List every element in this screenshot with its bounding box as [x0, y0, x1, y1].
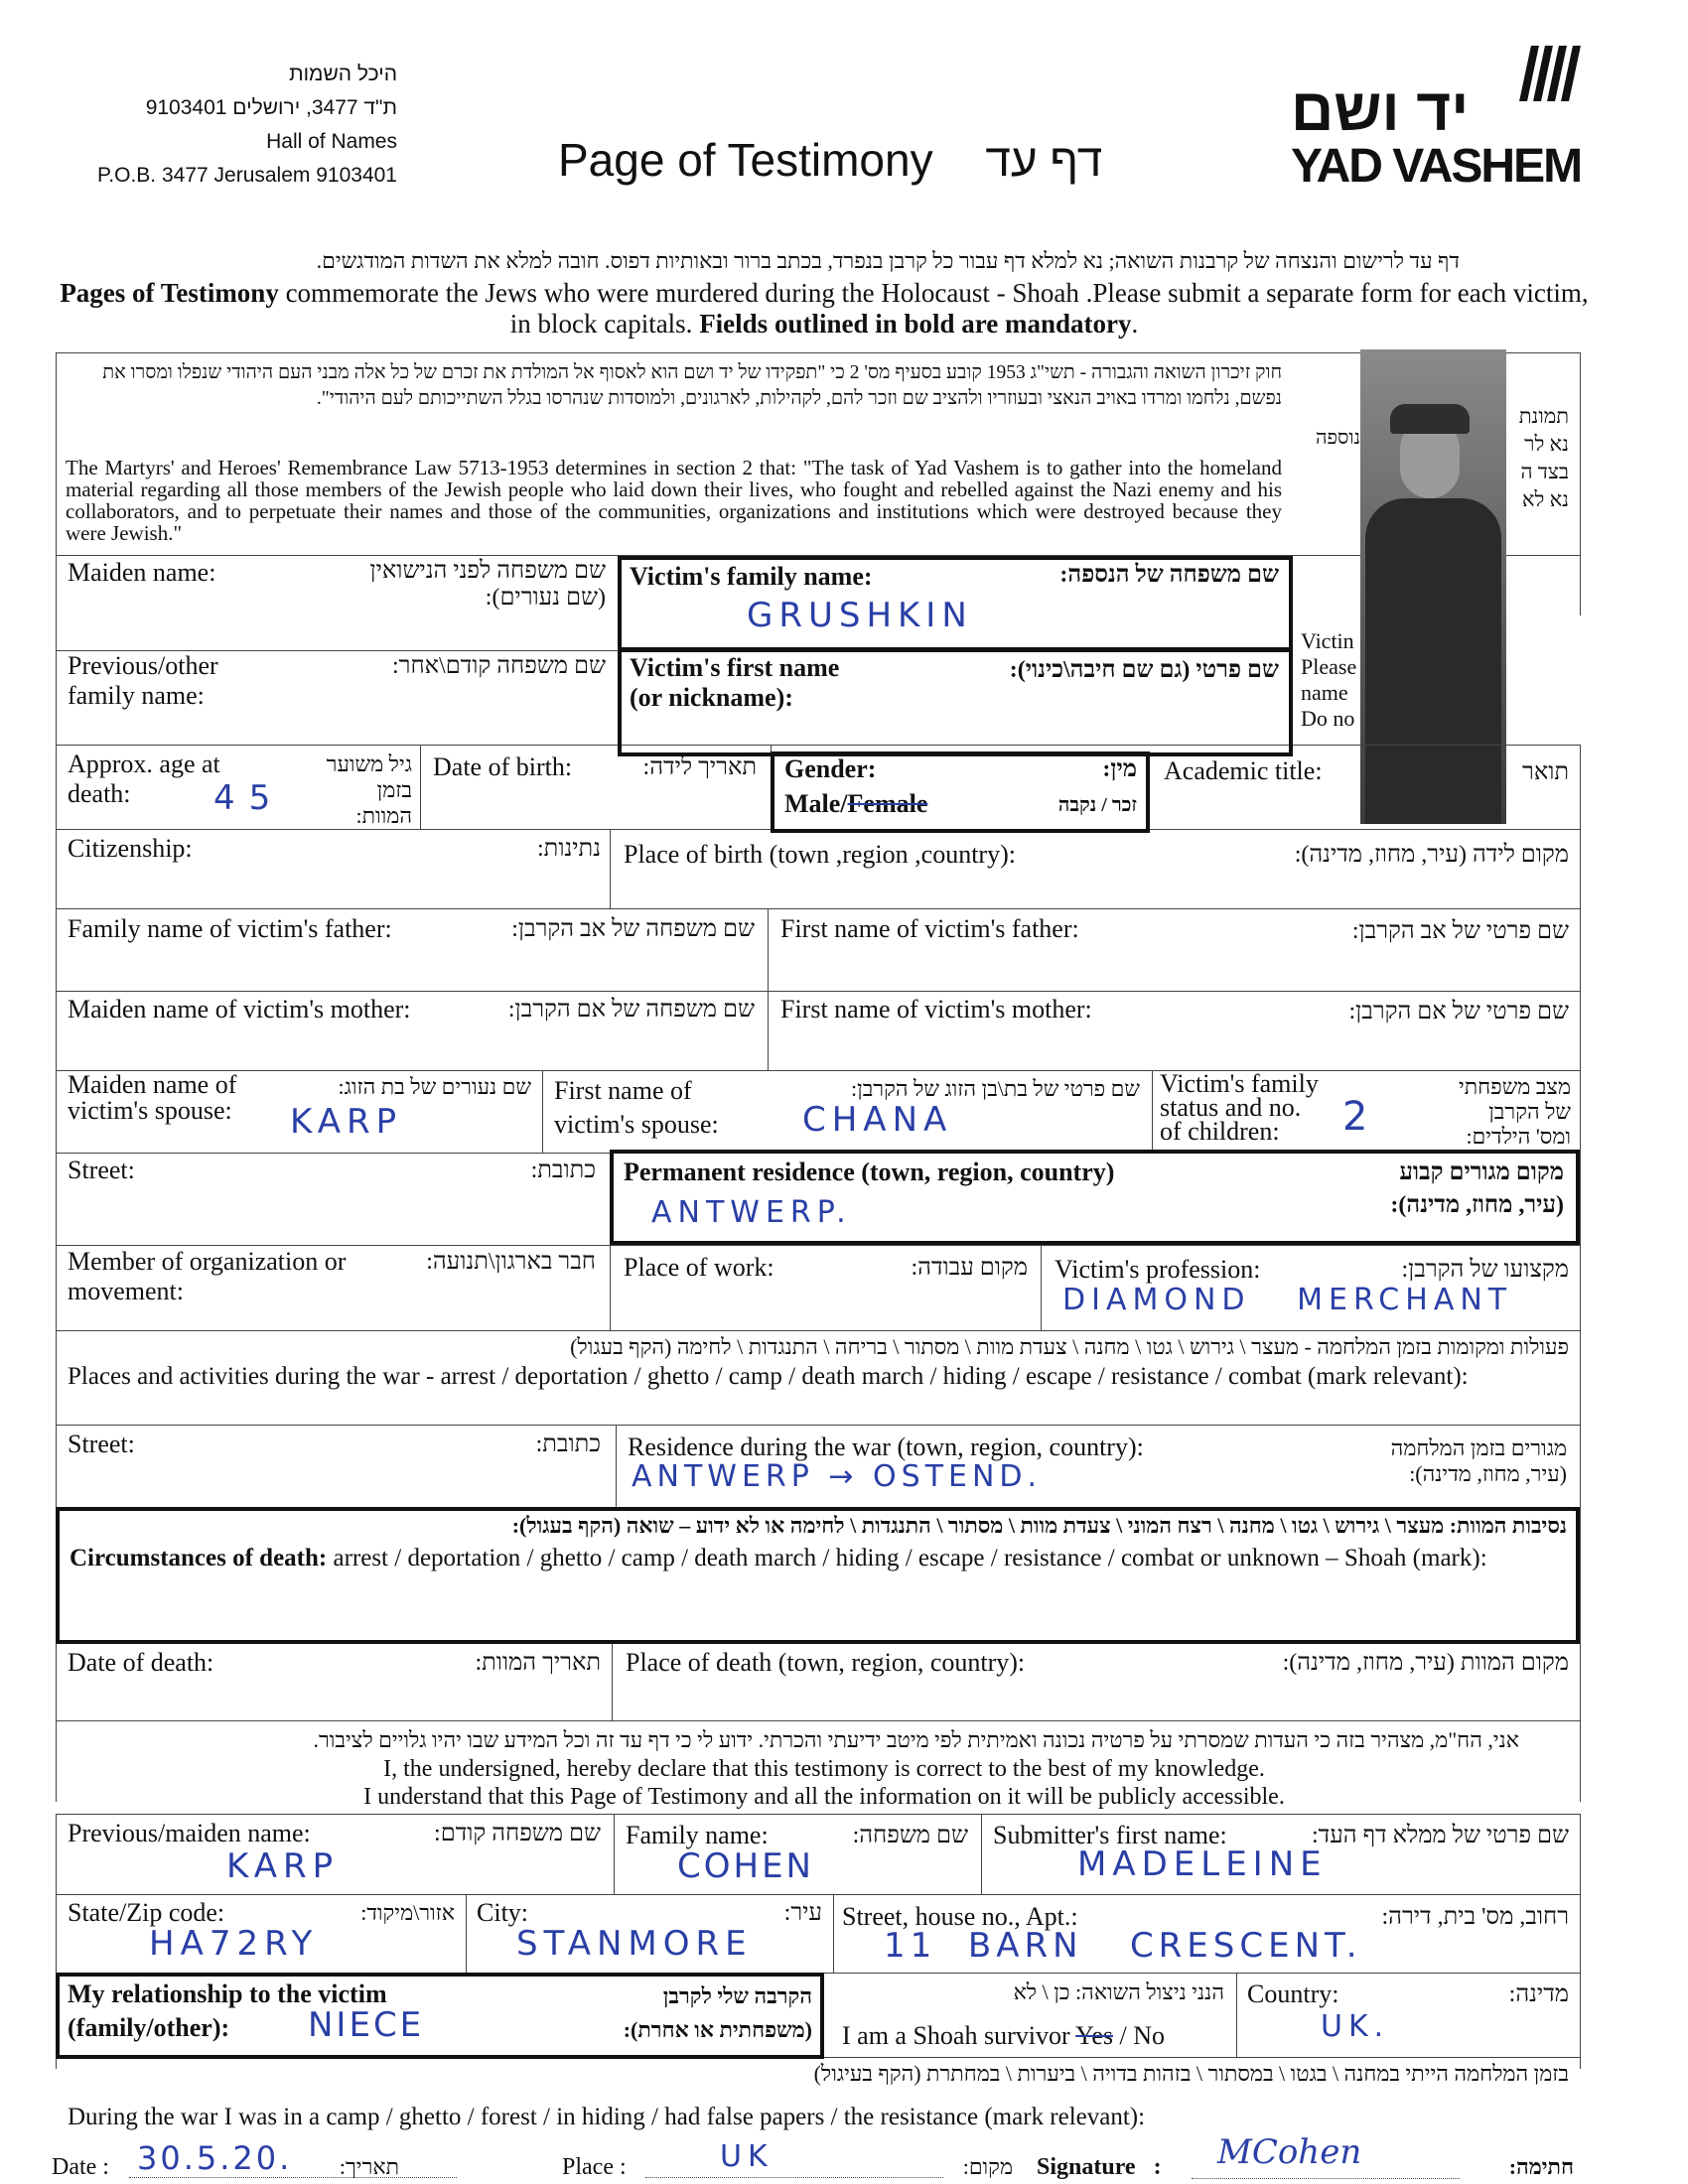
prev-family-label-1: Previous/other — [68, 651, 218, 680]
gender-label: Gender: — [784, 754, 877, 783]
relationship-he2: (משפחתית או אחרת): — [623, 2017, 812, 2042]
row-line-4 — [56, 908, 1580, 909]
birthplace-label: Place of birth (town ,region ,country): — [624, 840, 1016, 869]
place-he: מקום: — [962, 2154, 1013, 2179]
relationship-value[interactable]: NIECE — [308, 2005, 425, 2045]
row-line-9 — [56, 1330, 1580, 1331]
col-line-work — [1041, 1245, 1042, 1330]
logo-en: YAD VASHEM — [1291, 140, 1582, 193]
family-status-label — [1160, 1069, 1319, 1146]
intro-en-bold: Pages of Testimony — [60, 278, 279, 308]
street1-label: Street: — [68, 1156, 135, 1184]
spouse-maiden-he: שם נעורים של בת הזוג: — [338, 1074, 531, 1099]
sub-street-label: Street, house no., Apt.: — [842, 1902, 1078, 1931]
he-address-line1: היכל השמות — [289, 63, 397, 85]
photo-side-en — [1301, 628, 1358, 732]
col-line-spouse2 — [1152, 1070, 1153, 1153]
relationship-label-1: My relationship to the victim — [68, 1979, 387, 2008]
death-date-label: Date of death: — [68, 1648, 214, 1677]
sub-zip-value[interactable]: HA72RY — [149, 1924, 319, 1964]
place-value[interactable]: UK — [720, 2139, 774, 2174]
country-he: מדינה: — [1508, 1981, 1569, 2007]
row-line-10 — [56, 1425, 1580, 1426]
perm-residence-label: Permanent residence (town, region, country) — [624, 1158, 1115, 1186]
gender-options-he: זכר / נקבה — [1057, 794, 1137, 816]
sub-street-value[interactable]: 11 BARN CRESCENT. — [884, 1926, 1362, 1966]
row-line-13 — [56, 1720, 1580, 1721]
father-family-label: Family name of victim's father: — [68, 914, 392, 943]
circumstances-en-text: arrest / deportation / ghetto / camp / death march / hiding / escape / resistance / combat or unknown – Shoah (mark): — [327, 1545, 1487, 1571]
sub-col-3 — [466, 1894, 467, 1973]
family-status-label-1: Victim's family — [1160, 1069, 1319, 1098]
col-line-org — [610, 1245, 611, 1330]
title-en: Page of Testimony — [558, 134, 933, 186]
sub-first-label: Submitter's first name: — [993, 1821, 1227, 1849]
survivor-text: I am a Shoah survivor — [842, 2021, 1076, 2050]
sub-city-value[interactable]: STANMORE — [516, 1924, 753, 1964]
mother-first-he: שם פרטי של אם הקרבן: — [1348, 999, 1569, 1024]
gender-options[interactable] — [784, 789, 927, 819]
spouse-maiden-label-2: victim's spouse: — [68, 1096, 232, 1125]
photo-side-he-2: נא לר — [1524, 432, 1569, 456]
dob-he: תאריך לידה: — [642, 754, 757, 780]
org-label-2: movement: — [68, 1277, 184, 1305]
date-label: Date : — [52, 2154, 109, 2180]
first-name-label-1: Victim's first name — [630, 653, 840, 682]
circumstances-he: נסיבות המוות: מעצר \ גירוש \ גטו \ מחנה \ רצח המוני \ צעדת מוות \ מסתור \ התנגדות \ לחימה או לא ידוע – שואה (הקף בעגול): — [511, 1513, 1567, 1538]
signature-value[interactable]: MCohen — [1217, 2132, 1362, 2172]
survivor-label[interactable] — [842, 2021, 1165, 2051]
family-name-value[interactable]: GRUSHKIN — [747, 596, 973, 635]
death-date-he: תאריך המוות: — [475, 1650, 601, 1676]
sub-city-he: עיר: — [783, 1900, 822, 1926]
spouse-first-label-2: victim's spouse: — [554, 1110, 719, 1139]
relationship-he — [556, 1979, 812, 2047]
first-name-label — [630, 653, 839, 713]
col-line-street2 — [616, 1425, 617, 1507]
sub-first-he: שם פרטי של ממלא דף העד: — [1312, 1823, 1569, 1848]
family-name-label: Victim's family name: — [630, 562, 873, 591]
family-status-he2: של הקרבן — [1488, 1099, 1571, 1124]
photo-side-he-1: תמונת — [1518, 404, 1569, 428]
sub-right-border — [1580, 1814, 1581, 2069]
family-name-he: שם משפחה של הנספה: — [1059, 562, 1279, 588]
family-status-label-2: status and no. — [1160, 1093, 1302, 1122]
perm-residence-he1: מקום מגורים קבוע — [1399, 1160, 1564, 1185]
citizenship-label: Citizenship: — [68, 834, 193, 863]
age-value[interactable]: 45 — [213, 778, 285, 818]
org-label-1: Member of organization or — [68, 1247, 347, 1276]
page-title — [558, 133, 1102, 187]
maiden-name-he — [328, 558, 606, 612]
academic-label: Academic title: — [1164, 756, 1323, 785]
logo-he: יד ושם — [1291, 76, 1470, 143]
row-line-6 — [56, 1070, 1580, 1071]
survivor-no[interactable]: / No — [1113, 2021, 1165, 2050]
street1-he: כתובת: — [530, 1158, 596, 1183]
signature-underline — [1192, 2178, 1460, 2179]
col-line-age — [420, 745, 421, 829]
activities-en: Places and activities during the war - arrest / deportation / ghetto / camp / death march / hiding / escape / resistance / combat (mark relevant): — [68, 1363, 1469, 1390]
spouse-first-he: שם פרטי של בת\בן הזוג של הקרבן: — [850, 1076, 1140, 1101]
photo-cap — [1390, 404, 1470, 434]
death-place-label: Place of death (town, region, country): — [626, 1648, 1026, 1677]
spouse-maiden-value[interactable]: KARP — [290, 1102, 403, 1142]
sub-zip-he: אזור\מיקוד: — [360, 1900, 455, 1925]
family-status-he3: ומס' הילדים: — [1466, 1124, 1571, 1149]
work-he: מקום עבודה: — [911, 1255, 1028, 1281]
maiden-name-he1: שם משפחה לפני הנישואין — [369, 558, 606, 584]
birthplace-he: מקום לידה (עיר, מחוז, מדינה): — [1294, 842, 1569, 868]
circumstances-en-bold: Circumstances of death: — [70, 1545, 328, 1571]
perm-residence-he2: (עיר, מחוז, מדינה): — [1390, 1192, 1564, 1218]
sub-col-1 — [614, 1814, 615, 1894]
photo-side-he-4: נא לא — [1521, 487, 1569, 511]
maiden-name-he2: (שם נעורים): — [485, 585, 606, 611]
age-he1: גיל משוער בזמן — [326, 751, 412, 802]
mother-maiden-he: שם משפחה של אם הקרבן: — [507, 997, 755, 1023]
academic-he: תואר — [1522, 759, 1569, 785]
age-he2: המוות: — [355, 803, 412, 828]
date-underline — [129, 2177, 457, 2178]
gender-he: מין: — [1102, 756, 1137, 782]
age-label — [68, 750, 220, 809]
photo-side-en-3: name — [1301, 680, 1348, 705]
profession-label: Victim's profession: — [1055, 1255, 1261, 1284]
sub-street-he: רחוב, מס' בית, דירה: — [1381, 1904, 1569, 1930]
date-he: תאריך: — [339, 2154, 399, 2179]
gender-female[interactable]: Female — [847, 789, 928, 818]
survivor-he: הנני ניצול השואה: כן \ לא — [1013, 1979, 1224, 2004]
place-label: Place : — [562, 2154, 627, 2180]
sub-family-he: שם משפחה: — [852, 1823, 968, 1848]
street2-label: Street: — [68, 1430, 135, 1458]
signature-he: חתימה: — [1508, 2154, 1574, 2179]
war-place-en: During the war I was in a camp / ghetto / forest / in hiding / had false papers / the resistance (mark relevant): — [68, 2104, 1146, 2130]
relationship-label-2: (family/other): — [68, 2013, 230, 2042]
sub-col-4 — [833, 1894, 834, 1973]
family-status-he1: מצב משפחתי — [1458, 1074, 1571, 1099]
prev-family-he: שם משפחה קודם\אחר: — [391, 653, 606, 679]
declaration-en-1: I, the undersigned, hereby declare that this testimony is correct to the best of my knowledge. — [383, 1756, 1265, 1782]
gender-male[interactable]: Male/ — [784, 789, 848, 818]
perm-residence-value[interactable]: ANTWERP. — [651, 1195, 852, 1230]
form-right-border — [1580, 745, 1581, 1802]
declaration-en — [60, 1755, 1589, 1811]
family-status-value[interactable]: 2 — [1342, 1094, 1374, 1140]
col-line-father — [768, 908, 769, 1070]
photo-side-en-4: Do no — [1301, 706, 1355, 731]
war-residence-label: Residence during the war (town, region, country): — [628, 1433, 1144, 1461]
father-family-he: שם משפחה של אב הקרבן: — [511, 916, 755, 942]
spouse-first-label — [554, 1074, 719, 1142]
country-label: Country: — [1247, 1979, 1339, 2008]
declaration-en-2: I understand that this Page of Testimony and all the information on it will be publicly accessible. — [363, 1784, 1285, 1810]
maiden-name-label: Maiden name: — [68, 558, 216, 587]
sub-prev-maiden-label: Previous/maiden name: — [68, 1819, 311, 1847]
declaration-he: אני, הח"מ, מצהיר בזה כי העדות שמסרתי על פרטיה נכונה ואמיתית לפי מיטב ידיעתי והכרתי. ידוע לי כי דף עד זה וכל המידע שבו יהיו גלויים לציבור. — [313, 1727, 1519, 1752]
date-value[interactable]: 30.5.20. — [137, 2139, 293, 2177]
signature-label — [1037, 2152, 1162, 2182]
sub-line-1 — [56, 1894, 1580, 1895]
row-line-5 — [56, 991, 1580, 992]
profession-he: מקצועו של הקרבן: — [1401, 1257, 1569, 1283]
sub-first-value[interactable]: MADELEINE — [1077, 1844, 1328, 1884]
row-line-8 — [56, 1245, 1580, 1246]
signature-colon: : — [1153, 2154, 1162, 2180]
intro-en-mandatory: Fields outlined in bold are mandatory — [699, 309, 1132, 339]
sub-family-label: Family name: — [626, 1821, 769, 1849]
photo-side-en-1: Victin — [1301, 628, 1354, 653]
father-first-he: שם פרטי של אב הקרבן: — [1351, 918, 1569, 944]
en-address-line1: Hall of Names — [266, 130, 397, 153]
death-place-he: מקום המוות (עיר, מחוז, מדינה): — [1282, 1650, 1569, 1676]
spouse-first-value[interactable]: CHANA — [802, 1100, 953, 1140]
law-en: The Martyrs' and Heroes' Remembrance Law 5713-1953 determines in section 2 that: "The task of Yad Vashem is to gather into the homeland material regarding all those members of the Jewish people who laid down their lives, who fought and rebelled against the Nazi enemy and his collaborators, and to perpetuate their names and those of the communities, organizations and institutions which were destroyed because they were Jewish." — [66, 456, 1282, 545]
photo-side-he — [1514, 402, 1569, 513]
col-line-cit — [610, 829, 611, 908]
spouse-maiden-label — [68, 1072, 236, 1124]
photo-side-en-2: Please — [1301, 654, 1357, 679]
form-right-border-top — [1580, 556, 1581, 615]
col-line-spouse1 — [542, 1070, 543, 1153]
org-label — [68, 1247, 346, 1306]
mother-maiden-label: Maiden name of victim's mother: — [68, 995, 411, 1024]
org-he: חבר בארגון\תנועה: — [426, 1249, 596, 1275]
war-residence-value[interactable]: ANTWERP → OSTEND. — [632, 1459, 1043, 1494]
spouse-first-label-1: First name of — [554, 1076, 692, 1105]
intro-he: דף עד לרישום והנצחה של קרבנות השואה; נא למלא דף עבור כל קרבן בנפרד, בכתב ברור ובאותיות דפוס. חובה למלא את השדות המודגשים. — [316, 248, 1460, 273]
circumstances-en — [70, 1544, 1574, 1573]
sub-prev-maiden-value[interactable]: KARP — [226, 1846, 340, 1886]
sub-family-value[interactable]: COHEN — [677, 1846, 814, 1886]
war-residence-he — [1311, 1435, 1567, 1487]
spouse-maiden-label-1: Maiden name of — [68, 1070, 237, 1099]
sub-zip-label: State/Zip code: — [68, 1898, 225, 1927]
sub-city-label: City: — [477, 1898, 529, 1927]
en-address-line2: P.O.B. 3477 Jerusalem 9103401 — [97, 164, 397, 187]
photo-side-he-fragment: נוספה — [1316, 427, 1360, 449]
war-residence-he1: מגורים בזמן המלחמה — [1390, 1435, 1567, 1460]
relationship-he1: הקרבה שלי לקרבן — [662, 1983, 812, 2008]
survivor-yes[interactable]: Yes — [1075, 2021, 1113, 2050]
profession-value[interactable]: DIAMOND MERCHANT — [1062, 1283, 1513, 1317]
signature-label-text: Signature — [1037, 2154, 1136, 2180]
logo-flame-icon — [1525, 46, 1581, 106]
intro-en-text: commemorate the Jews who were murdered during the Holocaust - Shoah .Please submit a separate form for each victim, in block capitals. — [278, 278, 1589, 339]
war-residence-he2: (עיר, מחוז, מדינה): — [1409, 1461, 1567, 1486]
citizenship-he: נתינות: — [537, 836, 601, 862]
he-address-line2: ת"ד 3477, ירושלים 9103401 — [145, 96, 397, 119]
street2-he: כתובת: — [535, 1432, 601, 1457]
age-label-1: Approx. age at — [68, 750, 220, 778]
father-first-label: First name of victim's father: — [780, 914, 1079, 943]
intro-en — [60, 278, 1589, 340]
photo-body — [1365, 498, 1501, 824]
prev-family-label-2: family name: — [68, 681, 205, 710]
title-he: דף עד — [985, 134, 1103, 186]
sub-prev-maiden-he: שם משפחה קודם: — [434, 1821, 601, 1846]
intro-en-period: . — [1131, 309, 1139, 339]
family-status-he — [1420, 1074, 1571, 1149]
age-label-2: death: — [68, 779, 131, 808]
prev-family-label — [68, 651, 218, 711]
sub-line-top — [56, 1814, 1580, 1815]
place-underline — [645, 2177, 943, 2178]
perm-residence-he — [1271, 1160, 1564, 1219]
war-place-he: בזמן המלחמה הייתי במחנה \ בגטו \ במסתור \ בזהות בדויה \ ביערות \ במחתרת (הקף בעיגול) — [813, 2061, 1569, 2086]
col-line-death — [612, 1644, 613, 1720]
dob-label: Date of birth: — [433, 752, 573, 781]
work-label: Place of work: — [624, 1253, 774, 1282]
first-name-label-2: (or nickname): — [630, 683, 793, 712]
activities-he: פעולות ומקומות בזמן המלחמה - מעצר \ גירוש \ גטו \ מחנה \ צעדת מוות \ מסתור \ בריחה \ התנגדות \ לחימה (הקף בעגול) — [570, 1334, 1569, 1359]
photo-side-he-3: בצד ה — [1520, 460, 1569, 483]
country-value[interactable]: UK. — [1321, 2009, 1390, 2044]
mother-first-label: First name of victim's mother: — [780, 995, 1092, 1024]
sub-col-2 — [981, 1814, 982, 1894]
first-name-he: שם פרטי (גם שם חיבה\כינוי): — [1009, 657, 1279, 683]
victim-photo — [1360, 349, 1506, 824]
law-he: חוק זיכרון השואה והגבורה - תשי"ג 1953 קובע בסעיף מס' 2 כי "תפקידו של יד ושם הוא לאסוף אל המולדת את זכרם של כל אלה מבני העם היהודי שנפלו ומסרו את נפשם, נלחמו ומרדו באויב הנאצי ובעוזריו ולהציב שם וזכר להם, לקהילות, לארגונים, ולמוסדות שנהרסו בגלל השתייכותם לעם היהודי". — [102, 362, 1282, 409]
age-he — [298, 751, 412, 829]
sub-col-5 — [1236, 1973, 1237, 2057]
family-status-label-3: of children: — [1160, 1117, 1280, 1146]
